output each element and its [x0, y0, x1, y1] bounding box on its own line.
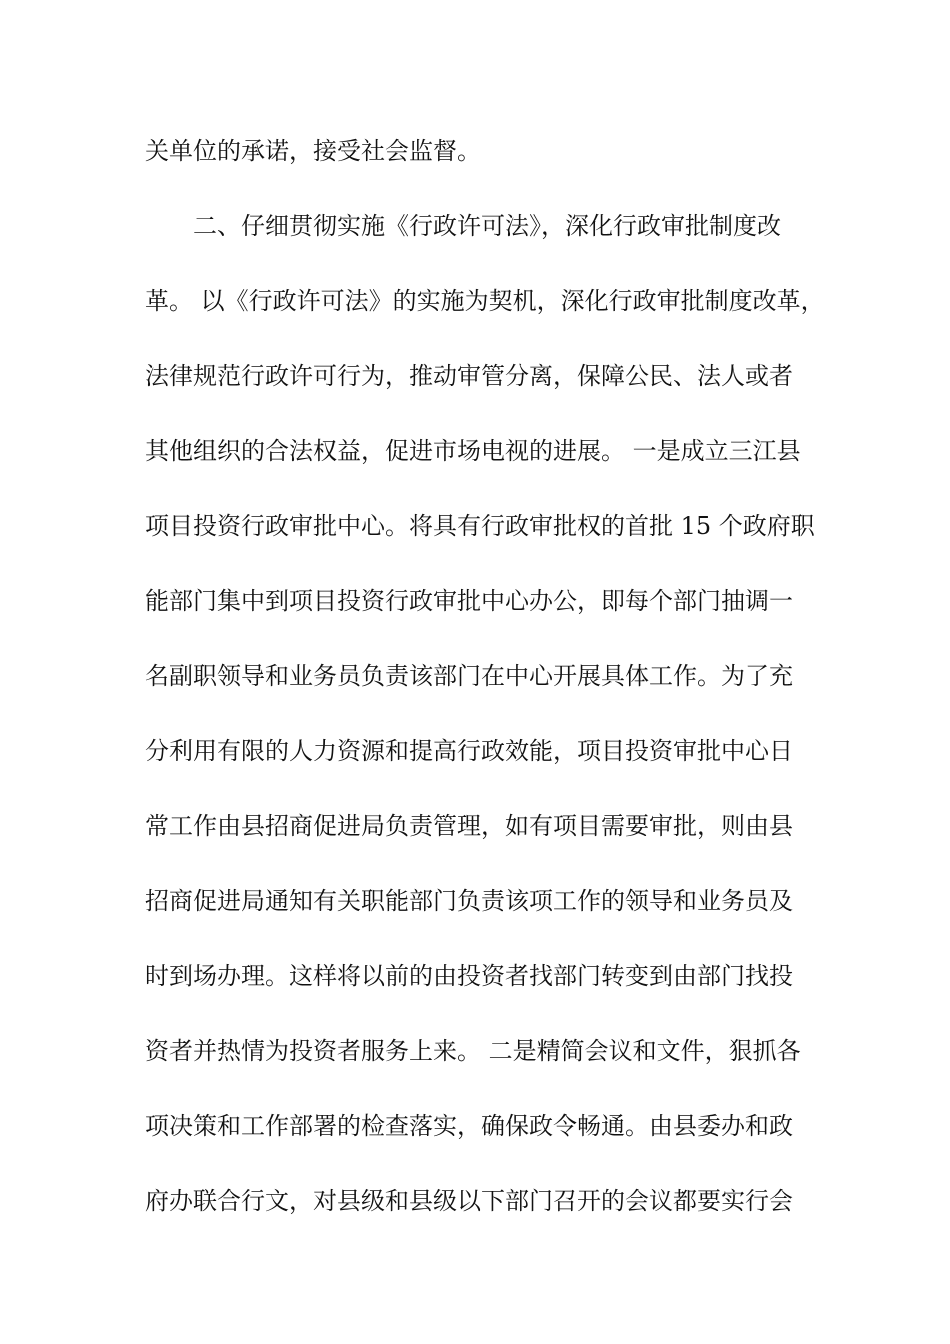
text-line: 能部门集中到项目投资行政审批中心办公，即每个部门抽调一 [145, 587, 793, 615]
text-line: 革。 以《行政许可法》的实施为契机，深化行政审批制度改革， [145, 287, 825, 315]
text-line: 项决策和工作部署的检查落实，确保政令畅通。由县委办和政 [145, 1112, 793, 1140]
text-line: 关单位的承诺，接受社会监督。 [145, 137, 481, 165]
text-line: 常工作由县招商促进局负责管理，如有项目需要审批，则由县 [145, 812, 793, 840]
text-line: 时到场办理。这样将以前的由投资者找部门转变到由部门找投 [145, 962, 793, 990]
section-heading-line: 二、仔细贯彻实施《行政许可法》，深化行政审批制度改 [193, 212, 781, 240]
text-line: 名副职领导和业务员负责该部门在中心开展具体工作。为了充 [145, 662, 793, 690]
text-line: 法律规范行政许可行为，推动审管分离，保障公民、法人或者 [145, 362, 793, 390]
text-line: 资者并热情为投资者服务上来。 二是精简会议和文件，狠抓各 [145, 1037, 801, 1065]
text-line: 招商促进局通知有关职能部门负责该项工作的领导和业务员及 [145, 887, 793, 915]
text-line: 分利用有限的人力资源和提高行政效能，项目投资审批中心日 [145, 737, 793, 765]
text-line: 府办联合行文，对县级和县级以下部门召开的会议都要实行会 [145, 1187, 793, 1215]
text-line: 项目投资行政审批中心。将具有行政审批权的首批 15 个政府职 [145, 512, 815, 540]
text-line: 其他组织的合法权益，促进市场电视的进展。 一是成立三江县 [145, 437, 801, 465]
